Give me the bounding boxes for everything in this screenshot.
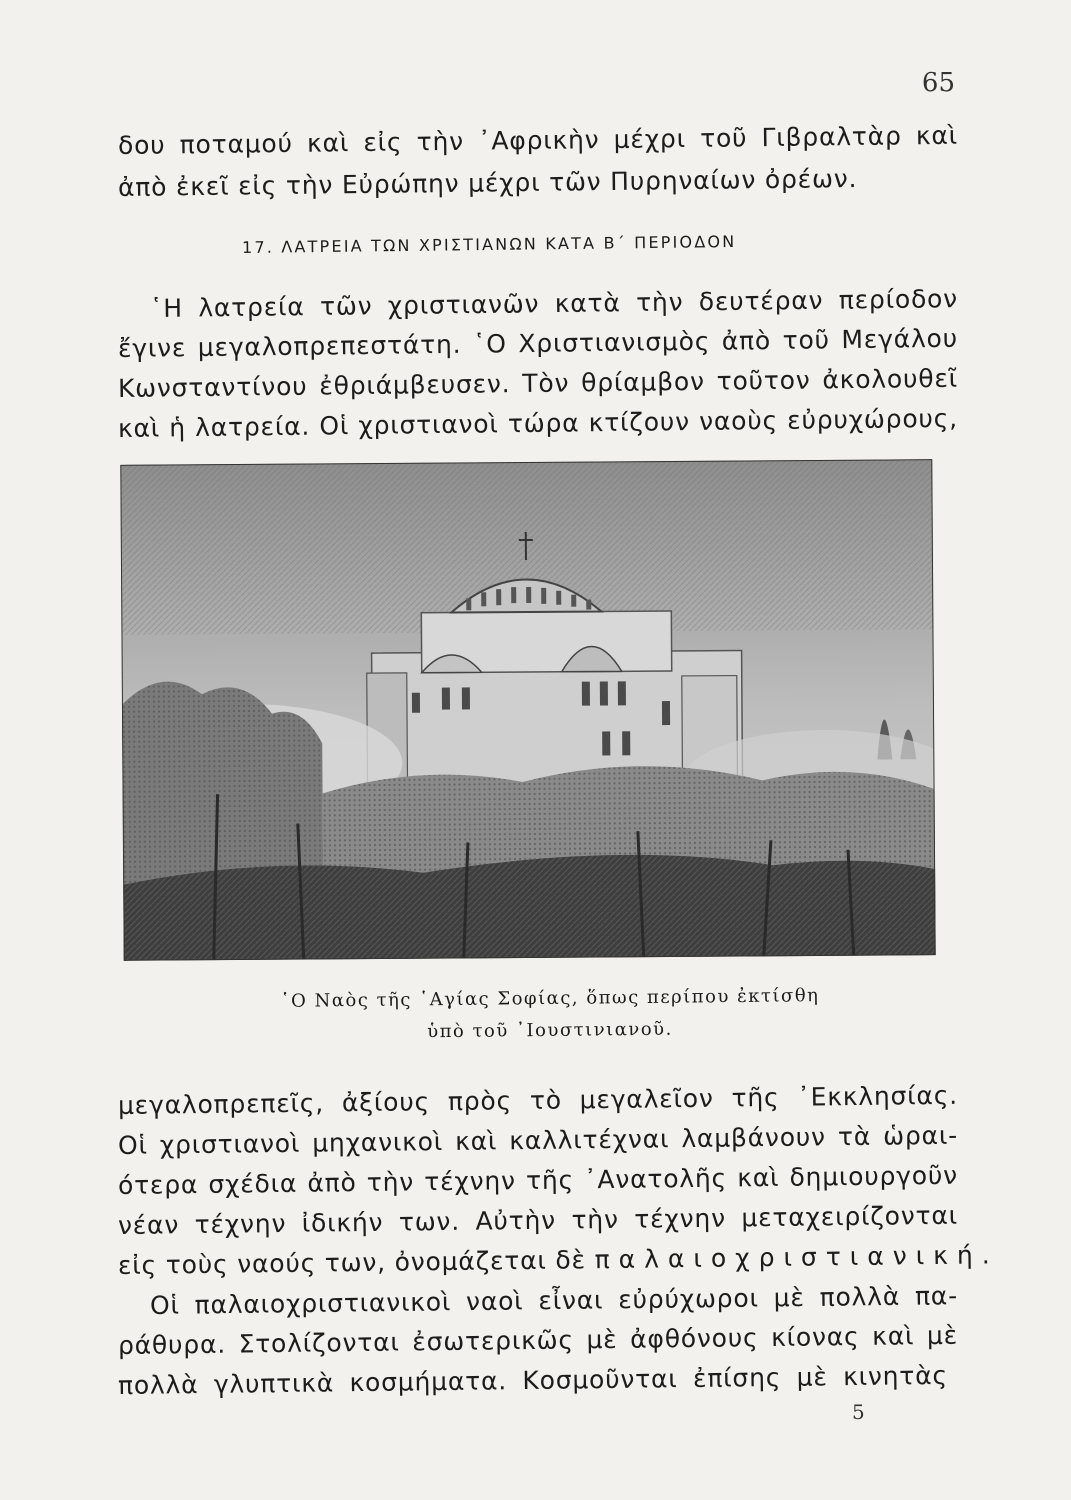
figure-caption: ὑπὸ τοῦ ᾿Ιουστινιανοῦ. <box>427 1018 673 1043</box>
section-heading: 17. ΛΑΤΡΕΙΑ ΤΩΝ ΧΡΙΣΤΙΑΝΩΝ ΚΑΤΑ Β΄ ΠΕΡΙΟΔΟΝ <box>241 231 737 257</box>
hagia-sophia-illustration <box>120 459 935 961</box>
text-line <box>117 1240 999 1282</box>
signature-number: 5 <box>852 1400 865 1424</box>
text-segment: εἰς τοὺς ναούς των, ὀνομάζεται δὲ <box>117 1245 587 1280</box>
text-line: πολλὰ γλυπτικὰ κοσμήματα. Κοσμοῦνται ἐπίσης μὲ κινητὰς <box>117 1360 949 1400</box>
text-line: μεγαλοπρεπεῖς, ἀξίους πρὸς τὸ μεγαλεῖον τῆς ᾿Εκκλησίας. <box>117 1080 959 1120</box>
text-line: ῾Η λατρεία τῶν χριστιανῶν κατὰ τὴν δευτέραν περίοδον <box>149 284 959 323</box>
text-line: Οἱ παλαιοχριστιανικοὶ ναοὶ εἶναι εὐρύχωροι μὲ πολλὰ πα- <box>149 1281 959 1320</box>
text-line: Κωνσταντίνου ἐθριάμβευσεν. Τὸν θρίαμβον τοῦτον ἀκολουθεῖ <box>117 363 959 403</box>
text-line: ράθυρα. Στολίζονται ἐσωτερικῶς μὲ ἀφθόνους κίονας καὶ μὲ <box>117 1320 959 1360</box>
text-line: νέαν τέχνην ἰδικήν των. Αὐτὴν τὴν τέχνην μεταχειρίζονται <box>117 1200 959 1240</box>
page-number: 65 <box>921 68 955 98</box>
text-line: ἔγινε μεγαλοπρεπεστάτη. ῾Ο Χριστιανισμὸς ἀπὸ τοῦ Μεγάλου <box>117 323 959 363</box>
text-line: ότερα σχέδια ἀπὸ τὴν τέχνην τῆς ᾿Ανατολῆς καὶ δημιουργοῦν <box>117 1160 959 1200</box>
emphasis-term: παλαιοχριστιανική. <box>594 1240 999 1275</box>
figure-caption: ῾Ο Ναὸς τῆς ῾Αγίας Σοφίας, ὅπως περίπου ἐκτίσθη <box>280 985 820 1012</box>
text-line: δου ποταμού καὶ εἰς τὴν ᾿Αφρικὴν μέχρι τοῦ Γιβραλτὰρ καὶ <box>117 120 959 160</box>
text-line: Οἱ χριστιανοὶ μηχανικοὶ καὶ καλλιτέχναι λαμβάνουν τὰ ὡραι- <box>117 1120 959 1160</box>
text-line: καὶ ἡ λατρεία. Οἱ χριστιανοὶ τώρα κτίζουν ναοὺς εὐρυχώρους, <box>117 403 959 443</box>
text-line: ἀπὸ ἐκεῖ εἰς τὴν Εὐρώπην μέχρι τῶν Πυρηναίων ὀρέων. <box>117 163 858 202</box>
